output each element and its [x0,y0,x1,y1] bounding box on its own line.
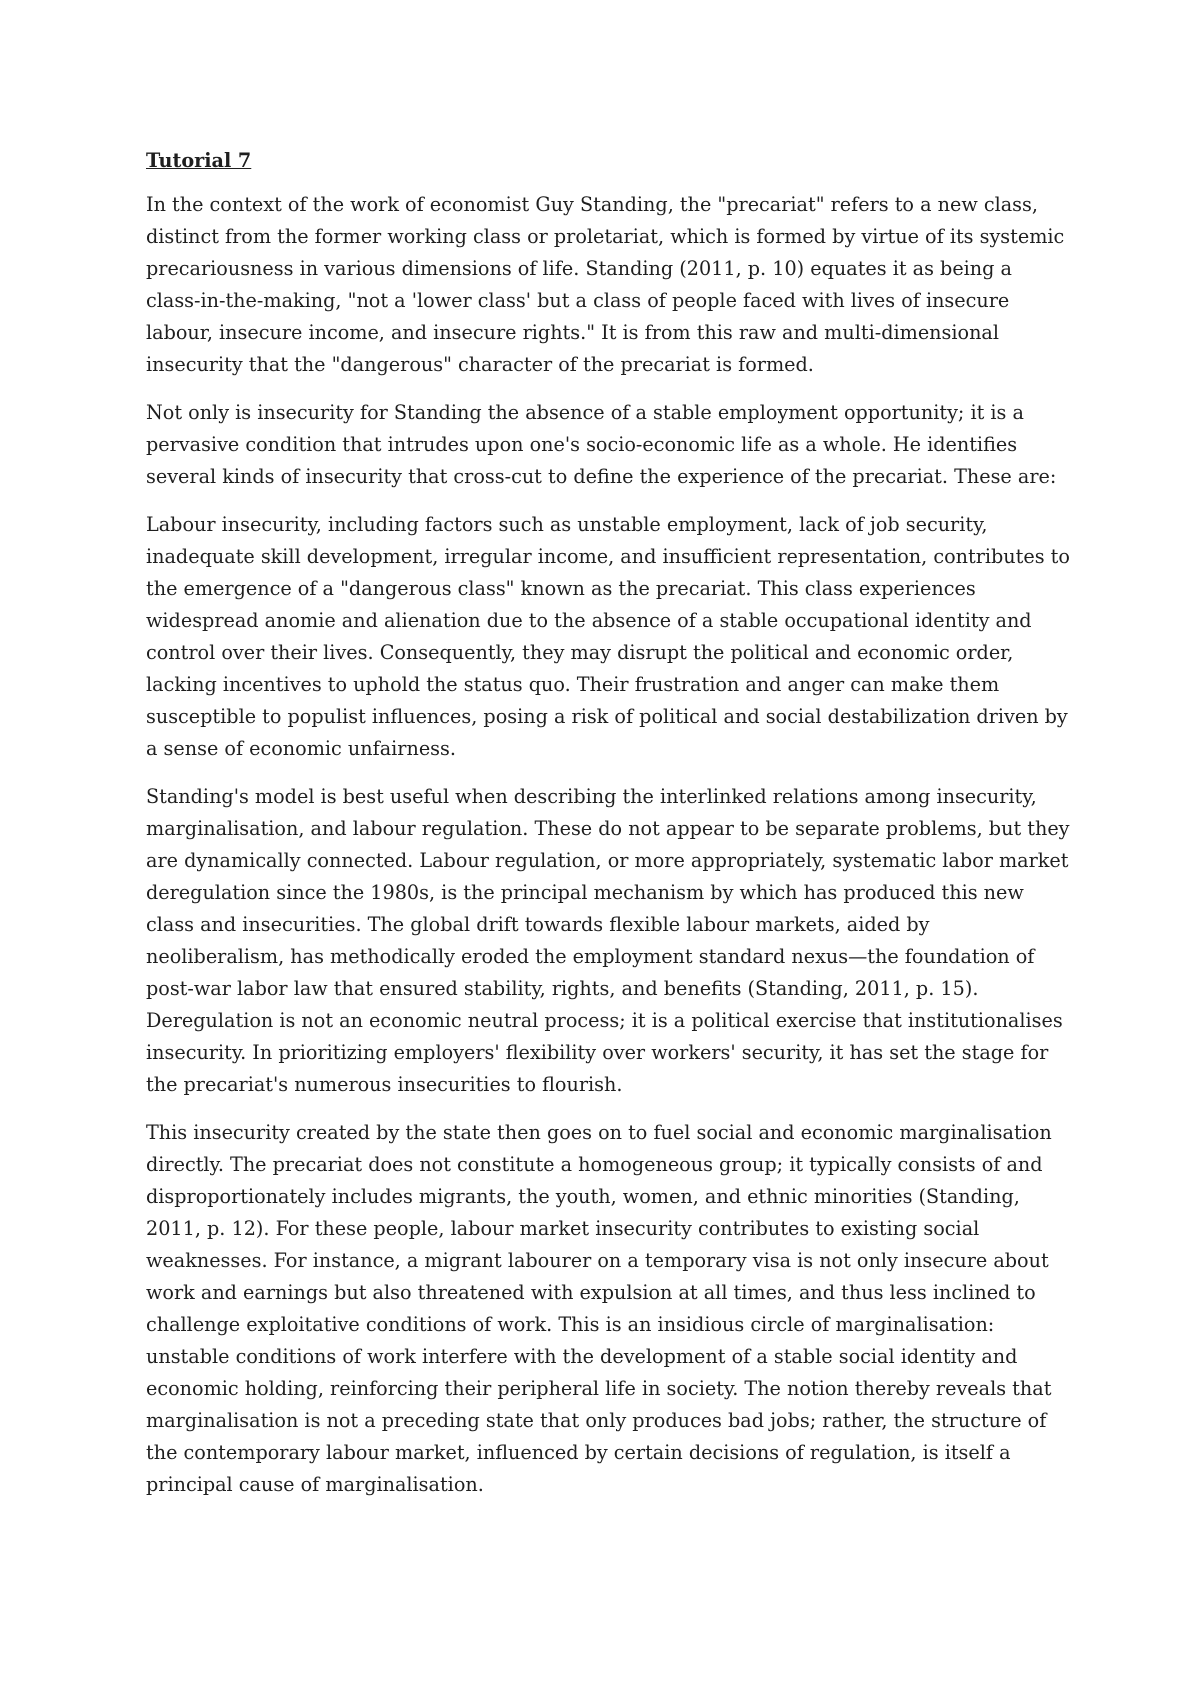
page-title: Tutorial 7 [146,149,252,172]
paragraph-2: Not only is insecurity for Standing the absence of a stable employment opportunity; it is a pervasive condition that intrudes upon one's socio-economic life as a whole. He identifies several kinds of insecurity that cross-cut to define the experience of the precariat. These are: [146,401,1057,488]
document-body [146,145,1071,1517]
paragraph-1: In the context of the work of economist Guy Standing, the "precariat" refers to a new class, distinct from the former working class or proletariat, which is formed by virtue of its systemic precariousness in various dimensions of life. Standing (2011, p. 10) equates it as being a class-in-the-making, "not a 'lower class' but a class of people faced with lives of insecure labour, insecure income, and insecure rights." It is from this raw and multi-dimensional insecurity that the "dangerous" character of the precariat is formed. [146,193,1065,376]
paragraph-5: This insecurity created by the state then goes on to fuel social and economic marginalisation directly. The precariat does not constitute a homogeneous group; it typically consists of and disproportionately includes migrants, the youth, women, and ethnic minorities (Standing, 2011, p. 12). For these people, labour market insecurity contributes to existing social weaknesses. For instance, a migrant labourer on a temporary visa is not only insecure about work and earnings but also threatened with expulsion at all times, and thus less inclined to challenge exploitative conditions of work. This is an insidious circle of marginalisation: unstable conditions of work interfere with the development of a stable social identity and economic holding, reinforcing their peripheral life in society. The notion thereby reveals that marginalisation is not a preceding state that only produces bad jobs; rather, the structure of the contemporary labour market, influenced by certain decisions of regulation, is itself a principal cause of marginalisation. [146,1121,1052,1496]
paragraph-3: Labour insecurity, including factors such as unstable employment, lack of job security, inadequate skill development, irregular income, and insufficient representation, contributes to the emergence of a "dangerous class" known as the precariat. This class experiences widespread anomie and alienation due to the absence of a stable occupational identity and control over their lives. Consequently, they may disrupt the political and economic order, lacking incentives to uphold the status quo. Their frustration and anger can make them susceptible to populist influences, posing a risk of political and social destabilization driven by a sense of economic unfairness. [146,513,1070,760]
paragraph-4: Standing's model is best useful when describing the interlinked relations among insecurity, marginalisation, and labour regulation. These do not appear to be separate problems, but they are dynamically connected. Labour regulation, or more appropriately, systematic labor market deregulation since the 1980s, is the principal mechanism by which has produced this new class and insecurities. The global drift towards flexible labour markets, aided by neoliberalism, has methodically eroded the employment standard nexus—the foundation of post-war labor law that ensured stability, rights, and benefits (Standing, 2011, p. 15). Deregulation is not an economic neutral process; it is a political exercise that institutionalises insecurity. In prioritizing employers' flexibility over workers' security, it has set the stage for the precariat's numerous insecurities to flourish. [146,785,1070,1096]
